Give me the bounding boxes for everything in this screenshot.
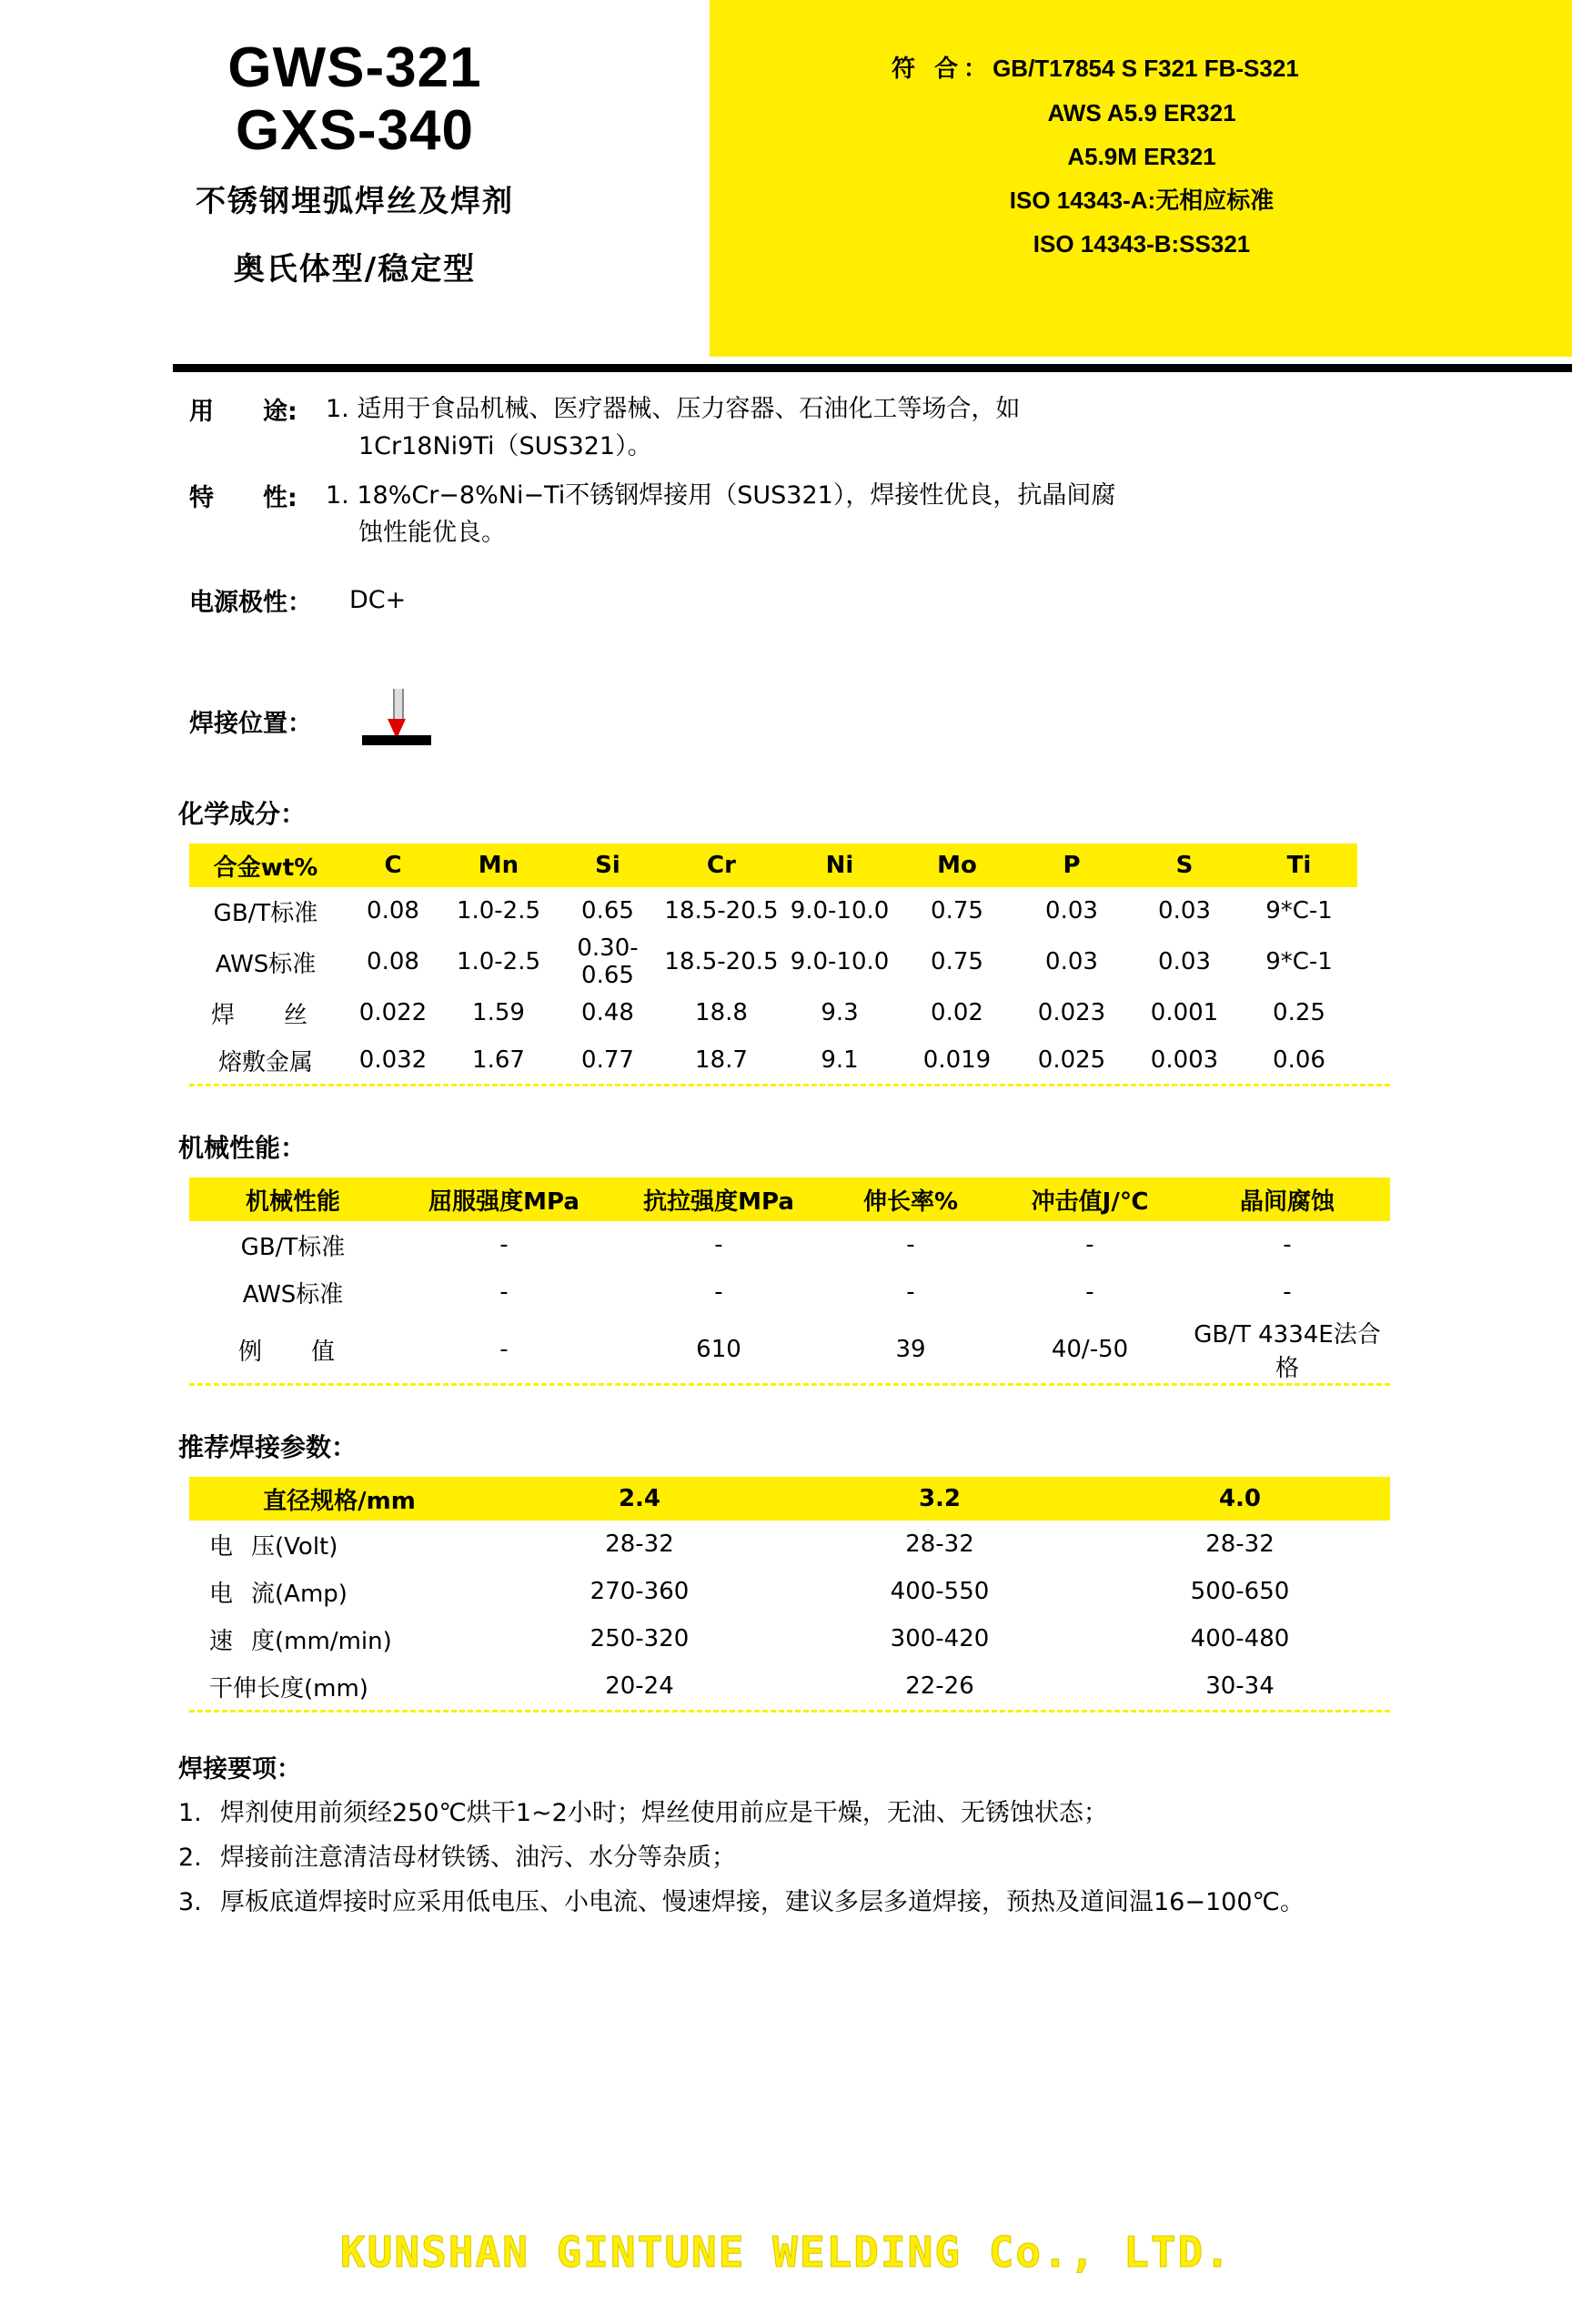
parameters-row-3-d24: 20-24 — [605, 1672, 674, 1700]
standard-item-0: GB/T17854 S F321 FB-S321 — [993, 55, 1299, 82]
note-2-text: 厚板底道焊接时应采用低电压、小电流、慢速焊接，建议多层多道焊接，预热及道间温16−100℃。 — [220, 1888, 1305, 1917]
chemistry-row-1-c: 0.08 — [367, 948, 419, 975]
chemistry-col-7: P — [1015, 844, 1128, 887]
chemistry-header-row — [189, 844, 1357, 887]
parameters-row-2-d32: 300-420 — [890, 1625, 990, 1652]
chemistry-row-0-cr: 18.5-20.5 — [664, 897, 779, 925]
chemistry-col-9: Ti — [1241, 844, 1357, 887]
parameters-row-0-d40: 28-32 — [1205, 1531, 1275, 1558]
chemistry-title: 化学成分： — [178, 799, 307, 829]
table-row — [189, 887, 1357, 935]
chemistry-row-3-si: 0.77 — [581, 1046, 634, 1074]
list-item — [178, 1840, 1572, 1875]
feature-value — [326, 478, 1436, 551]
parameters-col-2: 3.2 — [790, 1477, 1090, 1521]
table-row — [189, 1615, 1390, 1662]
standard-item-4: ISO 14343-B:SS321 — [1033, 230, 1251, 258]
flat-position-icon — [362, 689, 444, 753]
chemistry-row-3-mn: 1.67 — [472, 1046, 525, 1074]
chemistry-row-2-si: 0.48 — [581, 999, 634, 1026]
chemistry-row-3-cr: 18.7 — [695, 1046, 748, 1074]
parameters-col-1: 2.4 — [489, 1477, 790, 1521]
chemistry-col-0: 合金wt% — [189, 844, 342, 887]
product-subtitle-2: 奥氏体型/稳定型 — [233, 250, 477, 288]
parameters-row-0-name — [189, 1521, 489, 1568]
parameters-row-0-name-a: 电 — [209, 1532, 252, 1561]
usage-label: 用 途: — [189, 398, 297, 426]
feature-line-1: 蚀性能优良。 — [358, 518, 506, 547]
mechanical-row-0-corrosion: - — [1283, 1231, 1292, 1258]
mechanical-row-1-corrosion: - — [1283, 1278, 1292, 1306]
chemistry-row-3-p: 0.025 — [1037, 1046, 1106, 1074]
chemistry-col-5: Ni — [781, 844, 899, 887]
standard-item-3: ISO 14343-A:无相应标准 — [1009, 187, 1275, 214]
note-0-number: 1. — [178, 1799, 202, 1827]
chemistry-row-2-c: 0.022 — [358, 999, 428, 1026]
product-code-1: GWS-321 — [227, 36, 482, 99]
chemistry-row-1-si: 0.30-0.65 — [577, 935, 639, 989]
base-plate-icon — [362, 735, 431, 745]
mechanical-col-5: 晶间腐蚀 — [1184, 1177, 1390, 1221]
table-row — [189, 1568, 1390, 1615]
mechanical-row-1-name: AWS标准 — [242, 1280, 344, 1309]
standards-list — [728, 56, 1556, 276]
standards-row-2 — [728, 145, 1556, 168]
chemistry-row-1-cr: 18.5-20.5 — [664, 948, 779, 975]
chemistry-row-3-ni: 9.1 — [821, 1046, 859, 1074]
chemistry-row-1-ti: 9*C-1 — [1265, 948, 1333, 975]
standard-item-2: A5.9M ER321 — [1067, 143, 1216, 170]
chemistry-row-0-ni: 9.0-10.0 — [790, 897, 890, 925]
company-footer: KUNSHAN GINTUNE WELDING Co., LTD. — [340, 2228, 1232, 2277]
parameters-row-0-d32: 28-32 — [905, 1531, 974, 1558]
standards-row-1 — [728, 101, 1556, 125]
parameters-row-1-name-b: 流(Amp) — [251, 1580, 348, 1608]
mechanical-row-0-tensile: - — [714, 1231, 723, 1258]
mechanical-row-0-elongation: - — [906, 1231, 915, 1258]
standards-label: 符 合： — [892, 56, 993, 83]
usage-row — [0, 391, 1572, 465]
parameters-row-3-d32: 22-26 — [905, 1672, 974, 1700]
parameters-row-0-d24: 28-32 — [605, 1531, 674, 1558]
chemistry-col-2: Mn — [444, 844, 553, 887]
chemistry-row-3-c: 0.032 — [358, 1046, 428, 1074]
mechanical-header-row — [189, 1177, 1390, 1221]
table-row — [189, 1662, 1390, 1710]
welding-position-label: 焊接位置： — [189, 709, 312, 738]
mechanical-row-2-impact: 40/-50 — [1051, 1336, 1129, 1363]
chemistry-row-0-p: 0.03 — [1045, 897, 1098, 925]
mechanical-row-0-impact: - — [1085, 1231, 1094, 1258]
parameters-table-bottom-rule — [189, 1710, 1390, 1713]
table-row — [189, 1221, 1390, 1268]
chemistry-row-3-ti: 0.06 — [1273, 1046, 1325, 1074]
table-row — [189, 1268, 1390, 1316]
standards-row-0 — [728, 56, 1556, 81]
parameters-col-3: 4.0 — [1090, 1477, 1390, 1521]
parameters-row-3-d40: 30-34 — [1205, 1672, 1275, 1700]
parameters-row-2-d24: 250-320 — [590, 1625, 690, 1652]
product-subtitle-1: 不锈钢埋弧焊丝及焊剂 — [196, 182, 514, 218]
mechanical-table-bottom-rule — [189, 1383, 1390, 1386]
parameters-row-1-d40: 500-650 — [1190, 1578, 1290, 1605]
chemistry-row-3-name: 熔敷金属 — [217, 1048, 313, 1076]
feature-row — [0, 478, 1572, 551]
usage-value — [326, 391, 1436, 465]
parameters-row-2-name-b: 度(mm/min) — [251, 1627, 392, 1655]
chemistry-row-1-name: AWS标准 — [215, 950, 317, 978]
standards-row-3 — [728, 188, 1556, 212]
mechanical-row-1-elongation: - — [906, 1278, 915, 1306]
chemistry-row-2-ni: 9.3 — [821, 999, 859, 1026]
mechanical-col-3: 伸长率% — [826, 1177, 995, 1221]
chemistry-row-2-mn: 1.59 — [472, 999, 525, 1026]
chemistry-row-1-mn: 1.0-2.5 — [456, 948, 541, 975]
chemistry-col-1: C — [342, 844, 444, 887]
chemistry-row-0-name: GB/T标准 — [213, 899, 318, 927]
parameters-row-1-name-a: 电 — [209, 1580, 252, 1608]
chemistry-row-0-s: 0.03 — [1158, 897, 1211, 925]
chemistry-row-2-p: 0.023 — [1037, 999, 1106, 1026]
chemistry-row-2-mo: 0.02 — [931, 999, 983, 1026]
mechanical-row-2-yield: - — [499, 1336, 509, 1363]
polarity-label: 电源极性： — [189, 589, 312, 617]
content — [0, 391, 1572, 1929]
parameters-row-1-name — [189, 1568, 489, 1615]
mechanical-row-1-yield: - — [499, 1278, 509, 1306]
feature-line-0: 1. 18%Cr−8%Ni−Ti不锈钢焊接用（SUS321），焊接性优良，抗晶间腐 — [326, 481, 1116, 510]
standard-item-1: AWS A5.9 ER321 — [1047, 99, 1236, 126]
mechanical-row-1-impact: - — [1085, 1278, 1094, 1306]
chemistry-row-2-name: 焊 丝 — [210, 1001, 320, 1029]
table-row — [189, 1521, 1390, 1568]
note-0-text: 焊剂使用前须经250℃烘干1~2小时；焊丝使用前应是干燥，无油、无锈蚀状态； — [220, 1799, 1108, 1827]
chemistry-row-0-mo: 0.75 — [931, 897, 983, 925]
chemistry-row-0-mn: 1.0-2.5 — [456, 897, 541, 925]
chemistry-row-3-mo: 0.019 — [922, 1046, 992, 1074]
mechanical-col-4: 冲击值J/℃ — [995, 1177, 1184, 1221]
mechanical-row-0-name: GB/T标准 — [240, 1233, 346, 1261]
note-1-number: 2. — [178, 1844, 202, 1873]
chemistry-row-2-s: 0.001 — [1150, 999, 1219, 1026]
parameters-table — [189, 1477, 1390, 1710]
note-2-number: 3. — [178, 1888, 202, 1917]
chemistry-row-2-cr: 18.8 — [695, 999, 748, 1026]
notes-section — [0, 1749, 1572, 1920]
mechanical-table — [189, 1177, 1390, 1383]
chemistry-row-1-s: 0.03 — [1158, 948, 1211, 975]
parameters-row-2-name — [189, 1615, 489, 1662]
standards-row-4 — [728, 232, 1556, 256]
mechanical-row-0-yield: - — [499, 1231, 509, 1258]
chemistry-table-bottom-rule — [189, 1084, 1390, 1086]
parameters-col-0: 直径规格/mm — [189, 1477, 489, 1521]
chemistry-col-6: Mo — [899, 844, 1015, 887]
chemistry-table — [189, 844, 1357, 1084]
chemistry-row-3-s: 0.003 — [1150, 1046, 1219, 1074]
polarity-value: DC+ — [349, 586, 407, 614]
mechanical-row-1-tensile: - — [714, 1278, 723, 1306]
chemistry-row-1-mo: 0.75 — [931, 948, 983, 975]
chemistry-row-1-p: 0.03 — [1045, 948, 1098, 975]
table-row — [189, 989, 1357, 1036]
parameters-row-2-d40: 400-480 — [1190, 1625, 1290, 1652]
mechanical-col-2: 抗拉强度MPa — [611, 1177, 826, 1221]
usage-line-0: 1. 适用于食品机械、医疗器械、压力容器、石油化工等场合，如 — [326, 395, 1021, 423]
usage-line-1: 1Cr18Ni9Ti（SUS321）。 — [358, 431, 652, 460]
chemistry-col-3: Si — [553, 844, 662, 887]
list-item — [178, 1795, 1572, 1831]
header — [0, 0, 1572, 364]
chemistry-col-8: S — [1128, 844, 1241, 887]
product-code-2: GXS-340 — [235, 99, 475, 163]
header-divider — [173, 364, 1572, 372]
chemistry-row-0-si: 0.65 — [581, 897, 634, 925]
chemistry-row-2-ti: 0.25 — [1273, 999, 1325, 1026]
mechanical-row-2-corrosion: GB/T 4334E法合格 — [1194, 1321, 1381, 1382]
notes-title: 焊接要项： — [178, 1755, 301, 1783]
parameters-row-1-d32: 400-550 — [890, 1578, 990, 1605]
mechanical-col-1: 屈服强度MPa — [397, 1177, 611, 1221]
table-row — [189, 1036, 1357, 1084]
chemistry-row-0-ti: 9*C-1 — [1265, 897, 1333, 925]
list-item — [178, 1884, 1572, 1920]
parameters-row-3-name: 干伸长度(mm) — [209, 1674, 368, 1703]
chemistry-row-0-c: 0.08 — [367, 897, 419, 925]
feature-label: 特 性: — [189, 484, 297, 512]
chemistry-row-1-ni: 9.0-10.0 — [790, 948, 890, 975]
title-area — [0, 36, 710, 288]
polarity-row — [0, 582, 1572, 618]
mechanical-title: 机械性能： — [178, 1133, 307, 1163]
parameters-row-0-name-b: 压(Volt) — [251, 1532, 338, 1561]
welding-position-row — [0, 689, 1572, 753]
parameters-title: 推荐焊接参数： — [178, 1432, 358, 1462]
table-row — [189, 1316, 1390, 1383]
mechanical-row-2-name: 例 值 — [237, 1338, 348, 1366]
mechanical-row-2-elongation: 39 — [895, 1336, 926, 1363]
chemistry-col-4: Cr — [662, 844, 781, 887]
notes-list — [178, 1795, 1572, 1920]
parameters-row-1-d24: 270-360 — [590, 1578, 690, 1605]
parameters-row-2-name-a: 速 — [209, 1627, 252, 1655]
parameters-header-row — [189, 1477, 1390, 1521]
electrode-icon — [393, 689, 404, 722]
mechanical-row-2-tensile: 610 — [696, 1336, 741, 1363]
mechanical-col-0: 机械性能 — [189, 1177, 397, 1221]
table-row — [189, 935, 1357, 989]
note-1-text: 焊接前注意清洁母材铁锈、油污、水分等杂质； — [220, 1844, 736, 1873]
